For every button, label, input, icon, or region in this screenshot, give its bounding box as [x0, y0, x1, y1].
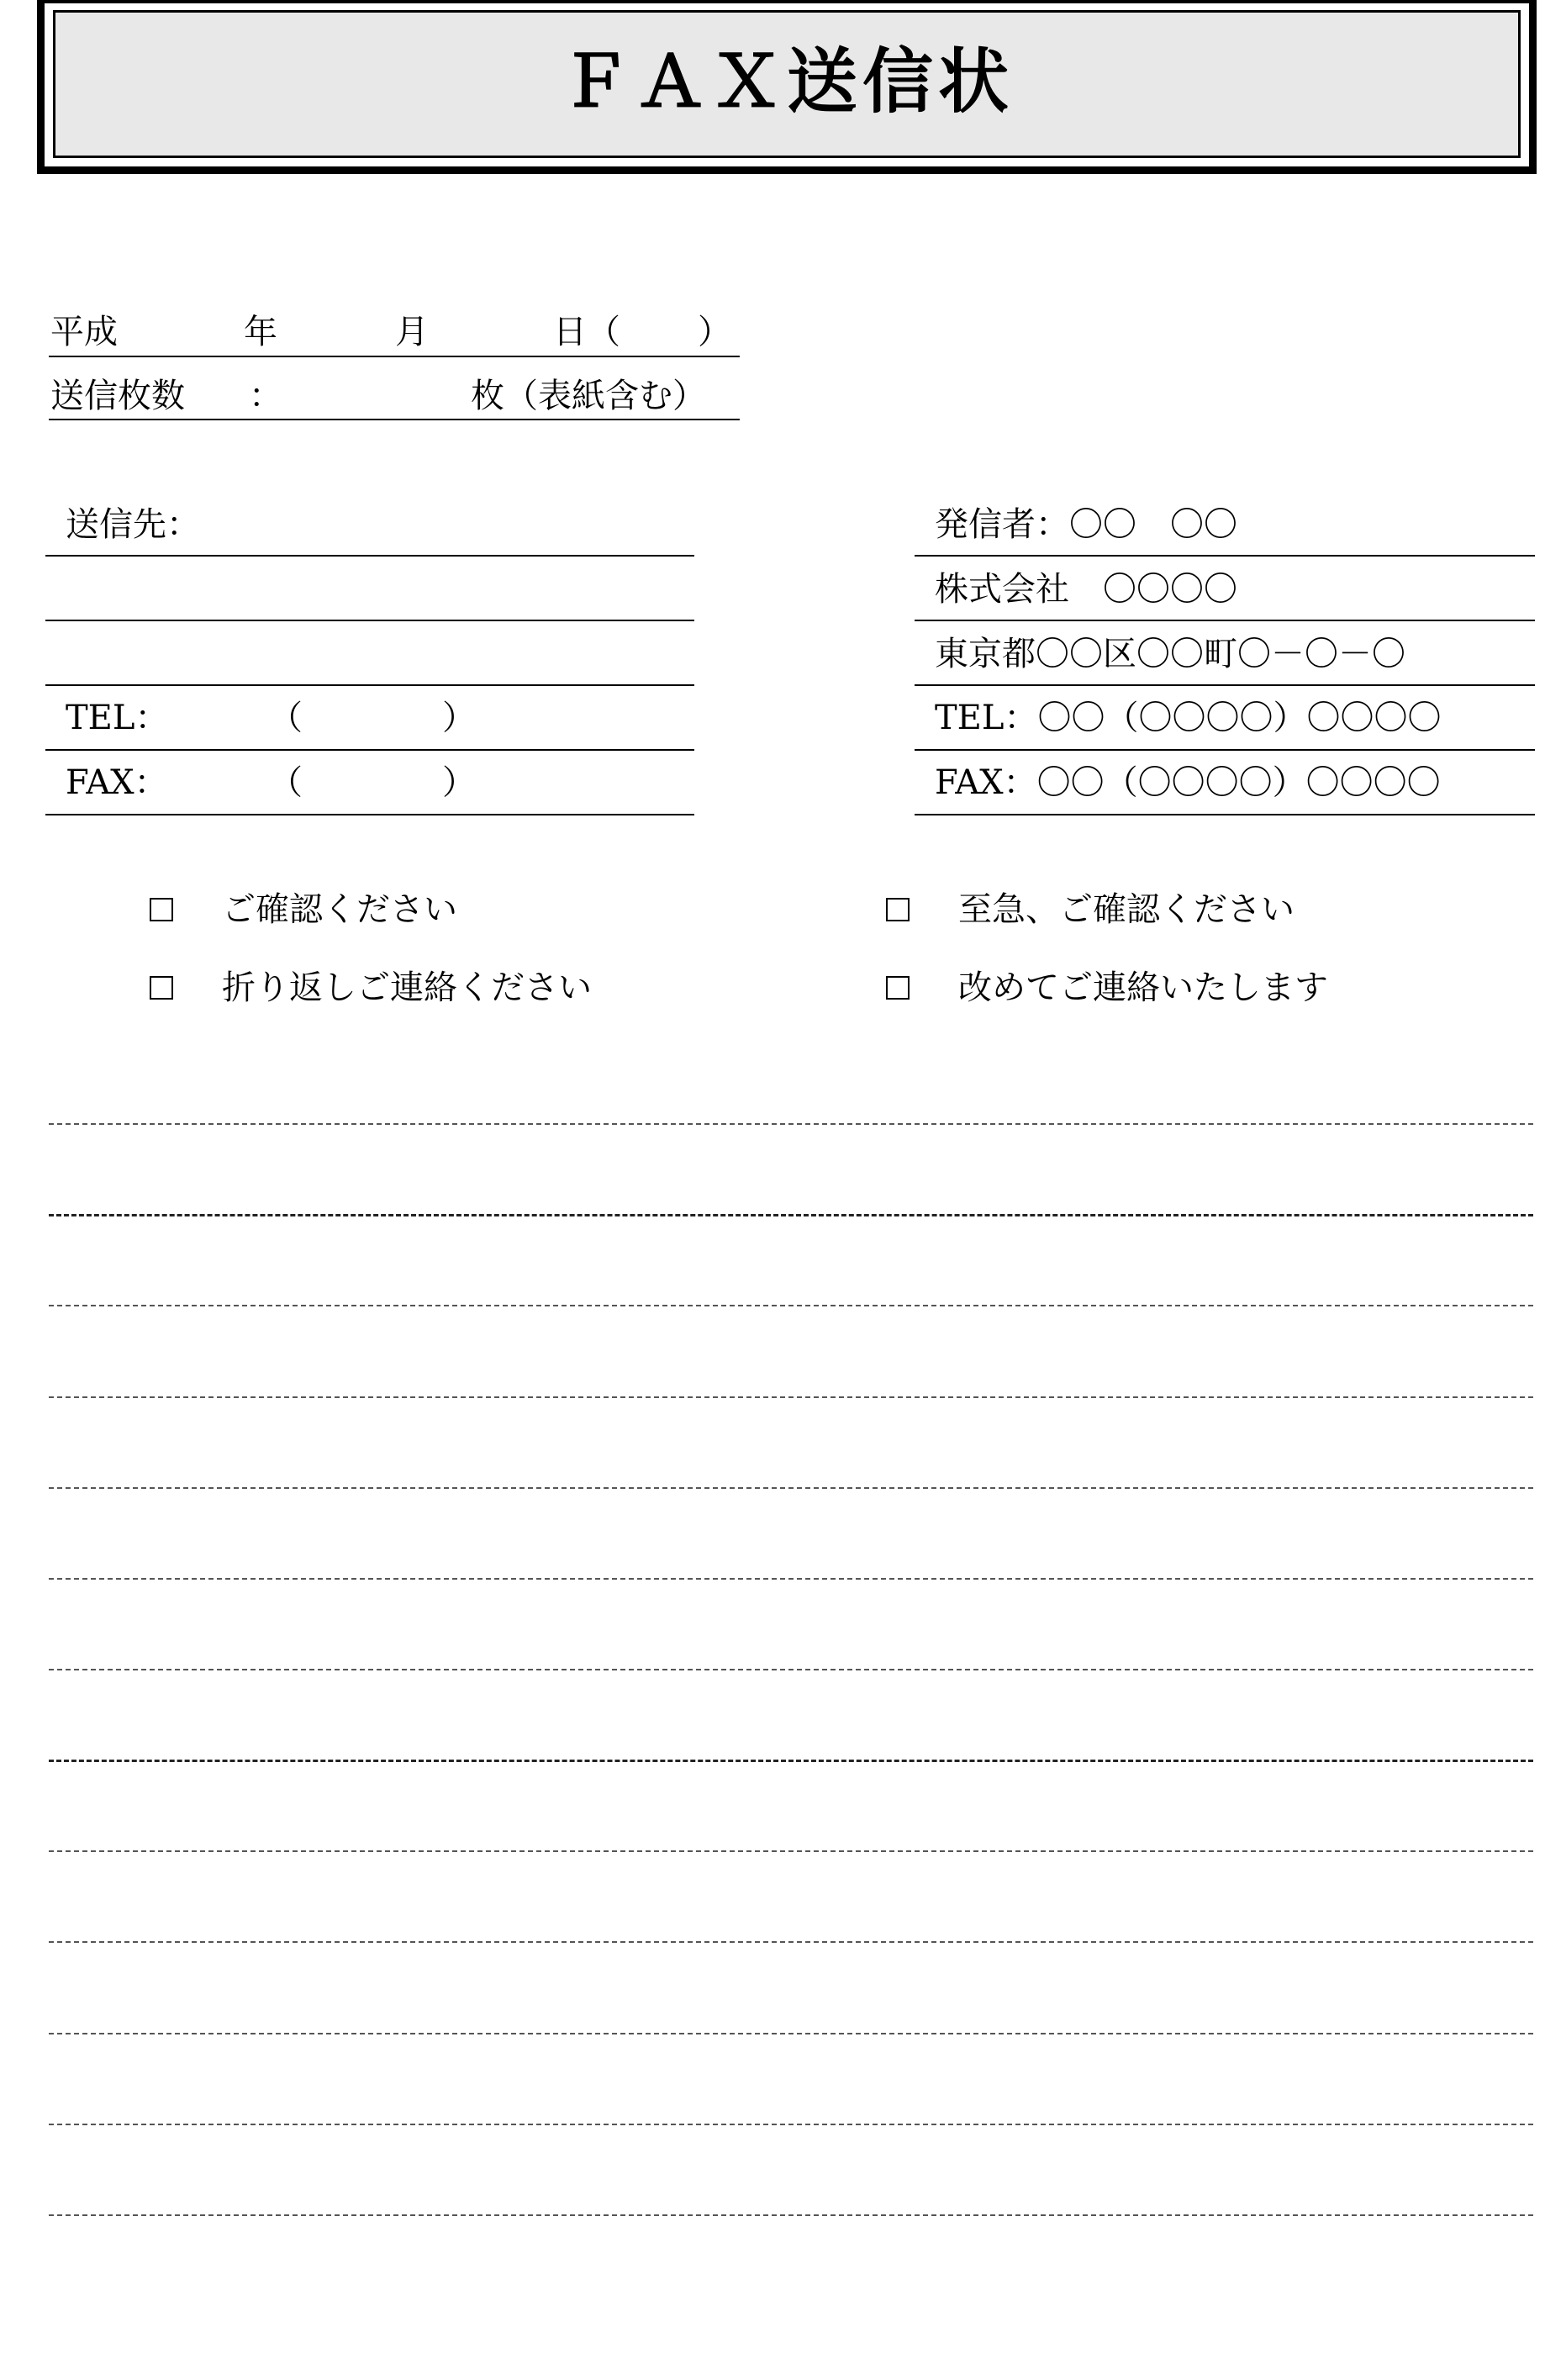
memo-line — [49, 1941, 1533, 1943]
recipient-line-1 — [45, 555, 694, 557]
date-month-label: 月 — [395, 313, 429, 351]
memo-line — [49, 1305, 1533, 1306]
memo-line — [49, 1396, 1533, 1398]
sender-fax: FAX：〇〇（〇〇〇〇）〇〇〇〇 — [935, 763, 1441, 802]
memo-line — [49, 2214, 1533, 2216]
recipient-tel-paren-close: ） — [442, 699, 476, 737]
sender-line-2 — [915, 620, 1535, 621]
pages-colon: ： — [249, 377, 282, 415]
recipient-fax-paren-open: （ — [269, 763, 303, 802]
memo-line — [49, 1760, 1533, 1762]
check-label-reply: 折り返しご連絡ください — [222, 968, 592, 1007]
date-underline — [49, 356, 740, 357]
check-label-will-contact: 改めてご連絡いたします — [958, 968, 1328, 1007]
memo-line — [49, 1578, 1533, 1580]
page-title: ＦＡＸ送信状 — [559, 40, 1014, 123]
recipient-fax-label: FAX： — [66, 763, 168, 802]
title-frame — [37, 0, 1537, 174]
sender-line-3 — [915, 684, 1535, 686]
sender-fax-underline — [915, 814, 1535, 815]
date-era: 平成 — [50, 313, 118, 351]
memo-line — [49, 1123, 1533, 1125]
recipient-tel-underline — [45, 749, 694, 751]
memo-line — [49, 1669, 1533, 1670]
memo-line — [49, 1214, 1533, 1216]
recipient-tel-label: TEL： — [66, 699, 169, 737]
date-day-label: 日（ — [553, 313, 620, 351]
pages-unit: 枚（表紙含む） — [471, 377, 706, 415]
date-year-label: 年 — [244, 313, 277, 351]
title-banner — [53, 10, 1521, 158]
recipient-fax-paren-close: ） — [442, 763, 476, 802]
sender-address: 東京都〇〇区〇〇町〇－〇－〇 — [935, 635, 1405, 673]
sender-tel-underline — [915, 749, 1535, 751]
sender-name: 発信者：〇〇 〇〇 — [935, 505, 1237, 544]
recipient-tel-paren-open: （ — [269, 699, 303, 737]
memo-line — [49, 2033, 1533, 2034]
recipient-line-2 — [45, 620, 694, 621]
checkbox-confirm[interactable] — [150, 898, 173, 921]
memo-line — [49, 1850, 1533, 1852]
date-weekday-close: ） — [698, 313, 731, 351]
sender-tel: TEL：〇〇（〇〇〇〇）〇〇〇〇 — [935, 699, 1442, 737]
memo-line — [49, 2124, 1533, 2125]
recipient-label: 送信先： — [66, 505, 200, 544]
checkbox-reply[interactable] — [150, 976, 173, 1000]
checkbox-urgent[interactable] — [886, 898, 910, 921]
sender-line-1 — [915, 555, 1535, 557]
pages-label: 送信枚数 — [50, 377, 185, 415]
checkbox-will-contact[interactable] — [886, 976, 910, 1000]
recipient-line-3 — [45, 684, 694, 686]
memo-line — [49, 1487, 1533, 1489]
recipient-fax-underline — [45, 814, 694, 815]
check-label-confirm: ご確認ください — [222, 890, 457, 929]
pages-underline — [49, 419, 740, 420]
sender-company: 株式会社 〇〇〇〇 — [935, 570, 1237, 609]
check-label-urgent: 至急、ご確認ください — [958, 890, 1295, 929]
